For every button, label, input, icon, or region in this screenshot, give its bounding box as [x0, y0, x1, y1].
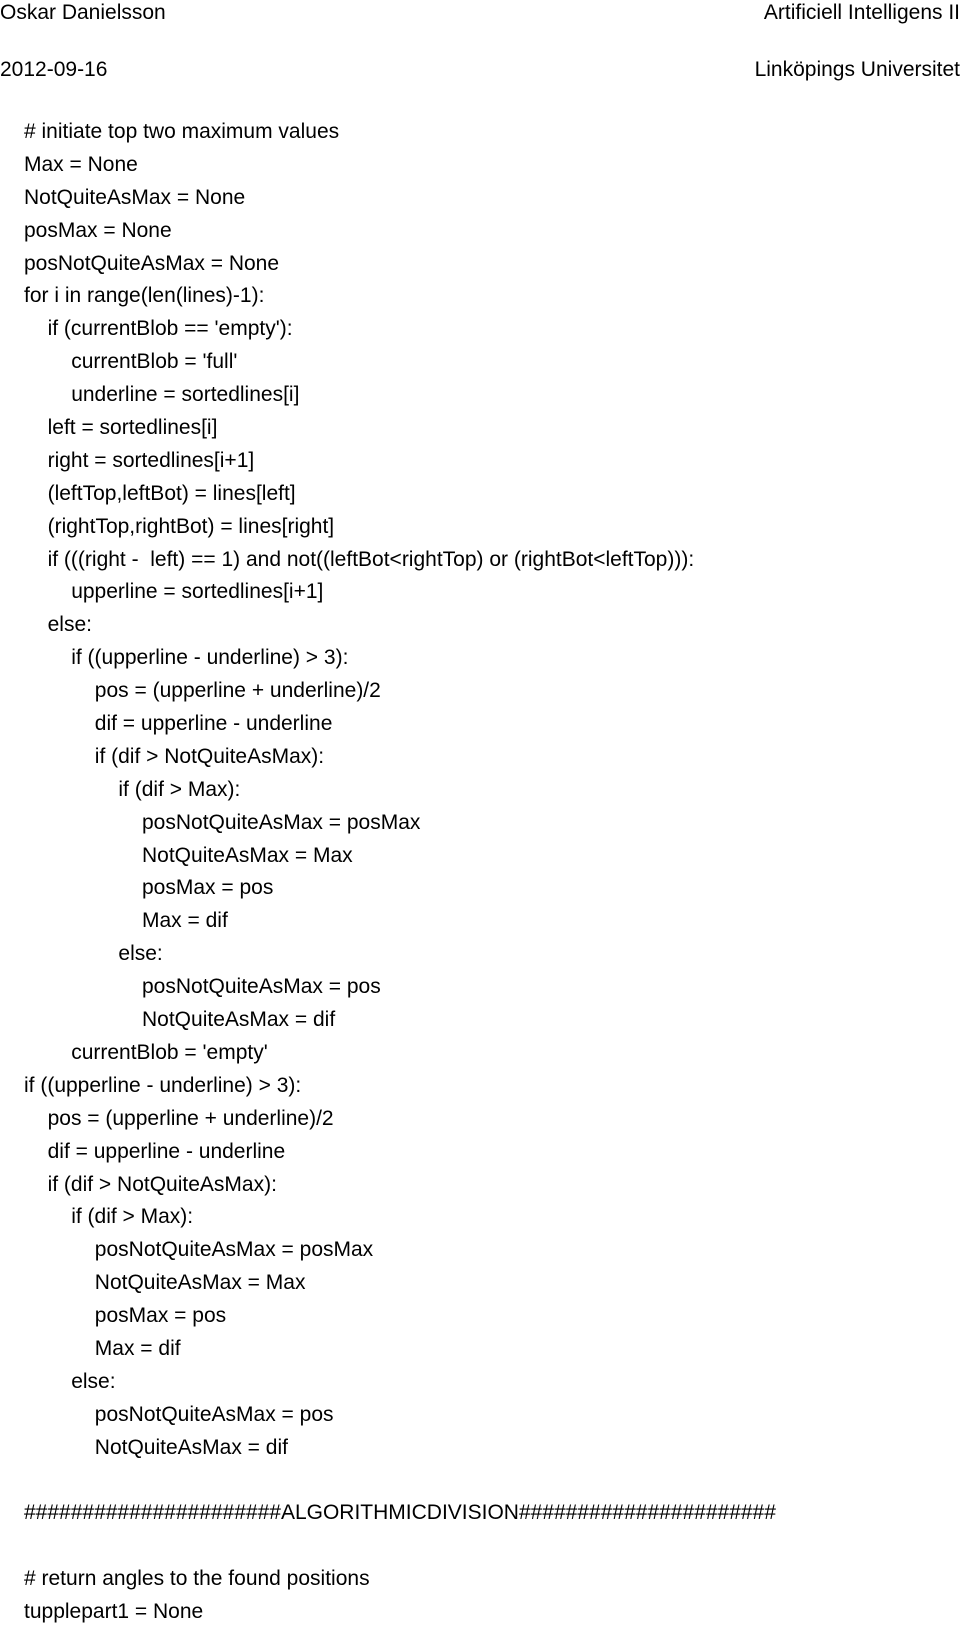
code-line: for i in range(len(lines)-1):	[24, 284, 265, 308]
code-line: if (dif > NotQuiteAsMax):	[47, 1172, 277, 1196]
code-line: upperline = sortedlines[i+1]	[71, 580, 324, 604]
code-line: if (currentBlob == 'empty'):	[47, 317, 293, 341]
code-line: posNotQuiteAsMax = posMax	[142, 810, 421, 834]
code-line: posNotQuiteAsMax = pos	[94, 1402, 334, 1426]
header-course: Artificiell Intelligens II	[763, 1, 960, 24]
header-date: 2012-09-16	[0, 58, 108, 81]
code-line: (rightTop,rightBot) = lines[right]	[47, 514, 335, 538]
code-line: currentBlob = 'full'	[71, 350, 238, 374]
code-line: else:	[71, 1369, 116, 1393]
code-line: Max = dif	[94, 1336, 181, 1360]
code-listing	[24, 116, 954, 1629]
code-line: right = sortedlines[i+1]	[47, 448, 255, 472]
code-line: NotQuiteAsMax = Max	[94, 1271, 306, 1295]
code-line: if (dif > Max):	[71, 1205, 194, 1229]
code-line: pos = (upperline + underline)/2	[94, 679, 381, 703]
code-line	[24, 1465, 954, 1498]
code-line: else:	[47, 613, 92, 637]
header-university: Linköpings Universitet	[754, 58, 960, 81]
code-line: posMax = None	[24, 218, 172, 242]
code-line: currentBlob = 'empty'	[71, 1040, 268, 1064]
code-line: NotQuiteAsMax = None	[24, 185, 246, 209]
code-line: NotQuiteAsMax = dif	[142, 1008, 336, 1032]
code-line	[24, 1530, 954, 1563]
code-line: posMax = pos	[142, 876, 274, 900]
code-line: posNotQuiteAsMax = pos	[142, 975, 381, 999]
header-author: Oskar Danielsson	[0, 1, 166, 24]
code-line: posNotQuiteAsMax = posMax	[94, 1238, 374, 1262]
code-line: if (((right - left) == 1) and not((leftBot<rightTop) or (rightBot<leftTop))):	[47, 547, 695, 571]
code-line: if (dif > Max):	[118, 777, 241, 801]
code-line: ######################ALGORITHMICDIVISION######################	[24, 1501, 776, 1525]
code-line: left = sortedlines[i]	[47, 416, 218, 440]
code-line: if (dif > NotQuiteAsMax):	[94, 744, 325, 768]
code-line: NotQuiteAsMax = Max	[142, 843, 353, 867]
code-line: if ((upperline - underline) > 3):	[71, 646, 349, 670]
code-line: NotQuiteAsMax = dif	[94, 1435, 288, 1459]
code-line: Max = dif	[142, 909, 228, 933]
code-line: dif = upperline - underline	[94, 712, 333, 736]
code-line: dif = upperline - underline	[47, 1139, 286, 1163]
code-line: else:	[118, 942, 163, 966]
code-line: # return angles to the found positions	[24, 1567, 370, 1591]
code-line: Max = None	[24, 152, 138, 176]
code-line: posMax = pos	[94, 1304, 227, 1328]
code-line: pos = (upperline + underline)/2	[47, 1106, 334, 1130]
code-line: (leftTop,leftBot) = lines[left]	[47, 481, 296, 505]
code-line: underline = sortedlines[i]	[71, 383, 300, 407]
code-line: tupplepart1 = None	[24, 1600, 204, 1624]
code-line: # initiate top two maximum values	[24, 120, 340, 143]
code-line: posNotQuiteAsMax = None	[24, 251, 280, 275]
code-line: if ((upperline - underline) > 3):	[24, 1073, 302, 1097]
